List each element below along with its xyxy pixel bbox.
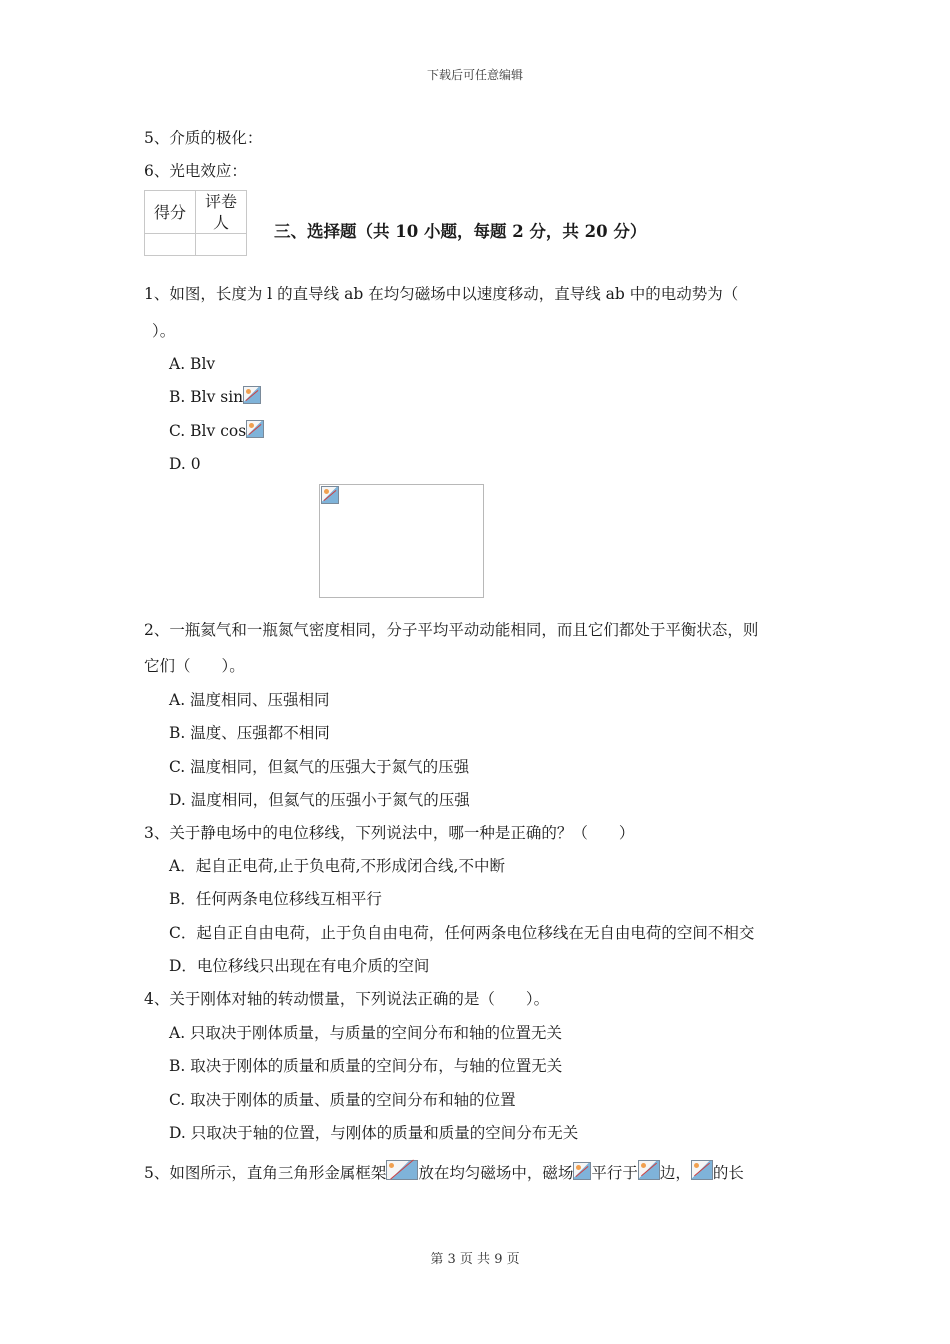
page-header: 下载后可任意编辑	[426, 68, 523, 82]
question-1-text: 1、如图，长度为 l 的直导线 ab 在均匀磁场中以速度移动，直导线 ab 中的电动势为（	[144, 285, 739, 303]
section-title: 三、选择题（共 10 小题，每题 2 分，共 20 分）	[274, 222, 647, 241]
image-placeholder-icon	[638, 1160, 660, 1180]
question-1-option-a: A. Blv	[169, 355, 216, 373]
image-placeholder-icon	[691, 1160, 713, 1180]
question-2-option-c: C. 温度相同，但氦气的压强大于氮气的压强	[169, 758, 470, 776]
question-4-option-d: D. 只取决于轴的位置，与刚体的质量和质量的空间分布无关	[169, 1124, 579, 1142]
q5-part: 5、如图所示，直角三角形金属框架	[144, 1164, 387, 1182]
grader-cell	[196, 234, 247, 256]
score-header: 得分	[145, 191, 196, 234]
grader-header: 评卷人	[196, 191, 247, 234]
question-1-figure	[319, 484, 484, 598]
question-2-text: 2、一瓶氦气和一瓶氮气密度相同，分子平均平动动能相同，而且它们都处于平衡状态，则	[144, 621, 759, 639]
definition-item: 6、光电效应：	[144, 162, 247, 180]
score-table	[144, 190, 247, 256]
question-4-option-c: C. 取决于刚体的质量、质量的空间分布和轴的位置	[169, 1091, 516, 1109]
image-placeholder-icon	[243, 386, 261, 404]
q5-part: 的长	[712, 1164, 744, 1182]
question-2-option-d: D. 温度相同，但氦气的压强小于氮气的压强	[169, 791, 470, 809]
question-3-text: 3、关于静电场中的电位移线，下列说法中，哪一种是正确的？（ ）	[144, 824, 635, 842]
question-3-option-d: D．电位移线只出现在有电介质的空间	[169, 957, 430, 975]
image-placeholder-icon	[246, 420, 264, 438]
question-2-text-cont: 它们（ ）。	[144, 657, 245, 675]
question-2-option-a: A. 温度相同、压强相同	[169, 691, 330, 709]
option-c-text: C. Blv cos	[169, 422, 247, 440]
question-5-text	[144, 1160, 744, 1183]
question-4-option-b: B. 取决于刚体的质量和质量的空间分布，与轴的位置无关	[169, 1057, 563, 1075]
score-cell	[145, 234, 196, 256]
q5-part: 平行于	[591, 1164, 638, 1182]
question-1-text-cont: ）。	[152, 322, 176, 340]
page-footer: 第 3 页 共 9 页	[430, 1252, 520, 1267]
image-placeholder-icon	[573, 1162, 591, 1180]
question-3-option-a: A．起自正电荷,止于负电荷,不形成闭合线,不中断	[169, 857, 505, 875]
question-3-option-c: C．起自正自由电荷，止于负自由电荷，任何两条电位移线在无自由电荷的空间不相交	[169, 924, 755, 942]
question-1-option-b	[169, 386, 261, 407]
question-3-option-b: B．任何两条电位移线互相平行	[169, 890, 382, 908]
image-placeholder-icon	[321, 486, 339, 504]
question-4-option-a: A. 只取决于刚体质量，与质量的空间分布和轴的位置无关	[169, 1024, 563, 1042]
question-4-text: 4、关于刚体对轴的转动惯量，下列说法正确的是（ ）。	[144, 990, 550, 1008]
question-1-option-d: D. 0	[169, 455, 201, 473]
image-placeholder-icon	[386, 1160, 418, 1180]
question-2-option-b: B. 温度、压强都不相同	[169, 724, 330, 742]
definition-item: 5、介质的极化：	[144, 129, 263, 147]
q5-part: 放在均匀磁场中，磁场	[418, 1164, 574, 1182]
option-b-text: B. Blv sin	[169, 388, 244, 406]
q5-part: 边，	[659, 1164, 691, 1182]
question-1-option-c	[169, 420, 264, 441]
